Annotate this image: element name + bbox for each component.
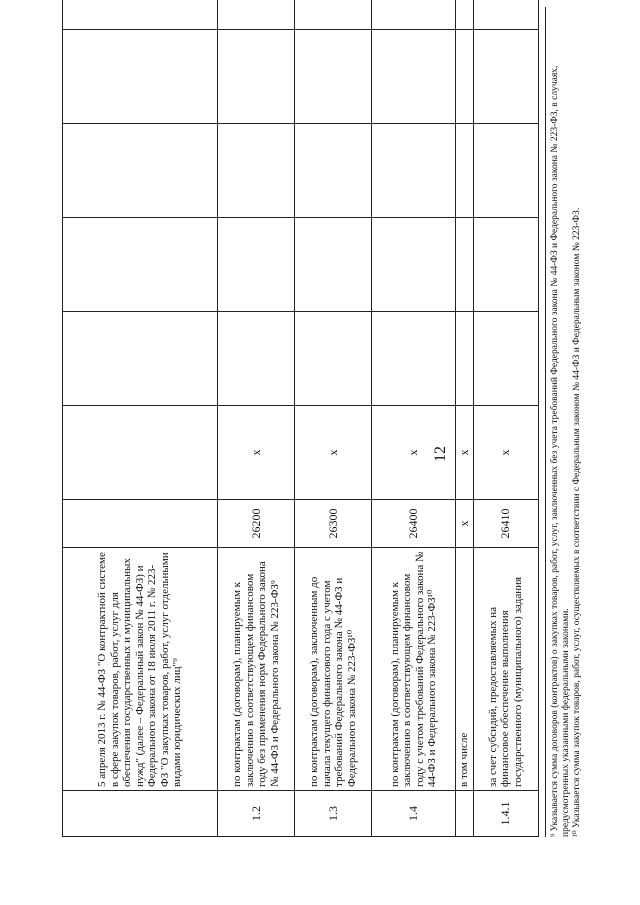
empty-cell	[456, 0, 474, 30]
empty-cell	[63, 30, 218, 124]
empty-cell	[456, 312, 474, 406]
row-name: по контрактам (договорам), планируемым к заключению в соответствующем финансовом году без применения норм Федерального закона № 44-ФЗ и Федерального закона № 223-ФЗ⁹	[218, 548, 295, 791]
row-number: 1.4	[372, 791, 456, 837]
row-name: по контрактам (договорам), заключенным до начала текущего финансового года с учетом требований Федерального закона № 44-ФЗ и Федерального закона № 223-ФЗ¹⁰	[295, 548, 372, 791]
row-number: 1.2	[218, 791, 295, 837]
empty-cell	[218, 0, 295, 30]
row-mark	[63, 406, 218, 500]
table-row	[295, 0, 372, 837]
expenses-table	[62, 0, 539, 837]
empty-cell	[372, 30, 456, 124]
row-number: 1.3	[295, 791, 372, 837]
empty-cell	[63, 312, 218, 406]
empty-cell	[63, 124, 218, 218]
empty-cell	[473, 218, 538, 312]
table-row	[456, 0, 474, 837]
row-mark: x	[218, 406, 295, 500]
empty-cell	[372, 312, 456, 406]
row-name: по контрактам (договорам), планируемым к заключению в соответствующем финансовом году с учетом требований Федерального закона № 44-ФЗ и Федерального закона № 223-ФЗ¹⁰	[372, 548, 456, 791]
row-number: 1.4.1	[473, 791, 538, 837]
row-number	[456, 791, 474, 837]
footnotes	[545, 7, 583, 837]
empty-cell	[295, 124, 372, 218]
row-code: 26300	[295, 500, 372, 548]
empty-cell	[63, 218, 218, 312]
footnote-9: ⁹ Указывается сумма договоров (контрактов) о закупках товаров, работ, услуг, заключенных без учета требований Федерального закона № 44-ФЗ и Федерального закона № 223-ФЗ, в случаях, предусмотренных указанными федеральными законами.	[550, 65, 571, 837]
empty-cell	[473, 312, 538, 406]
row-code: x	[456, 500, 474, 548]
empty-cell	[295, 218, 372, 312]
empty-cell	[473, 0, 538, 30]
row-mark: x	[372, 406, 456, 500]
empty-cell	[295, 0, 372, 30]
row-name: за счет субсидий, предоставляемых на финансовое обеспечение выполнения государственного (муниципального) задания	[473, 548, 538, 791]
row-name: в том числе	[456, 548, 474, 791]
table-row	[63, 0, 218, 837]
empty-cell	[218, 124, 295, 218]
row-mark: x	[295, 406, 372, 500]
empty-cell	[473, 124, 538, 218]
table-row	[218, 0, 295, 837]
empty-cell	[372, 0, 456, 30]
row-mark: x	[456, 406, 474, 500]
empty-cell	[473, 30, 538, 124]
row-code: 26410	[473, 500, 538, 548]
page-number: 12	[432, 446, 449, 462]
row-name: 5 апреля 2013 г. № 44-ФЗ "О контрактной системе в сфере закупок товаров, работ, услуг для обеспечения государственных и муниципальных нужд" (далее – Федеральный закон № 44-ФЗ) и Федерального закона от 18 июля 2011 г. № 223-ФЗ "О закупках товаров, работ, услуг отдельными видами юридических лиц"⁹	[63, 548, 218, 791]
empty-cell	[372, 218, 456, 312]
empty-cell	[456, 218, 474, 312]
table-row	[372, 0, 456, 837]
empty-cell	[456, 30, 474, 124]
row-number	[63, 791, 218, 837]
empty-cell	[218, 218, 295, 312]
row-mark: x	[473, 406, 538, 500]
empty-cell	[295, 312, 372, 406]
empty-cell	[63, 0, 218, 30]
row-code: 26200	[218, 500, 295, 548]
row-code: 26400	[372, 500, 456, 548]
footnote-10: ¹⁰ Указывается сумма закупок товаров, работ, услуг, осуществляемых в соответствии с Федеральным законом № 44-ФЗ и Федеральным законом № 223-ФЗ.	[572, 207, 582, 837]
table-row	[473, 0, 538, 837]
empty-cell	[456, 124, 474, 218]
row-code	[63, 500, 218, 548]
empty-cell	[372, 124, 456, 218]
empty-cell	[218, 312, 295, 406]
empty-cell	[218, 30, 295, 124]
empty-cell	[295, 30, 372, 124]
